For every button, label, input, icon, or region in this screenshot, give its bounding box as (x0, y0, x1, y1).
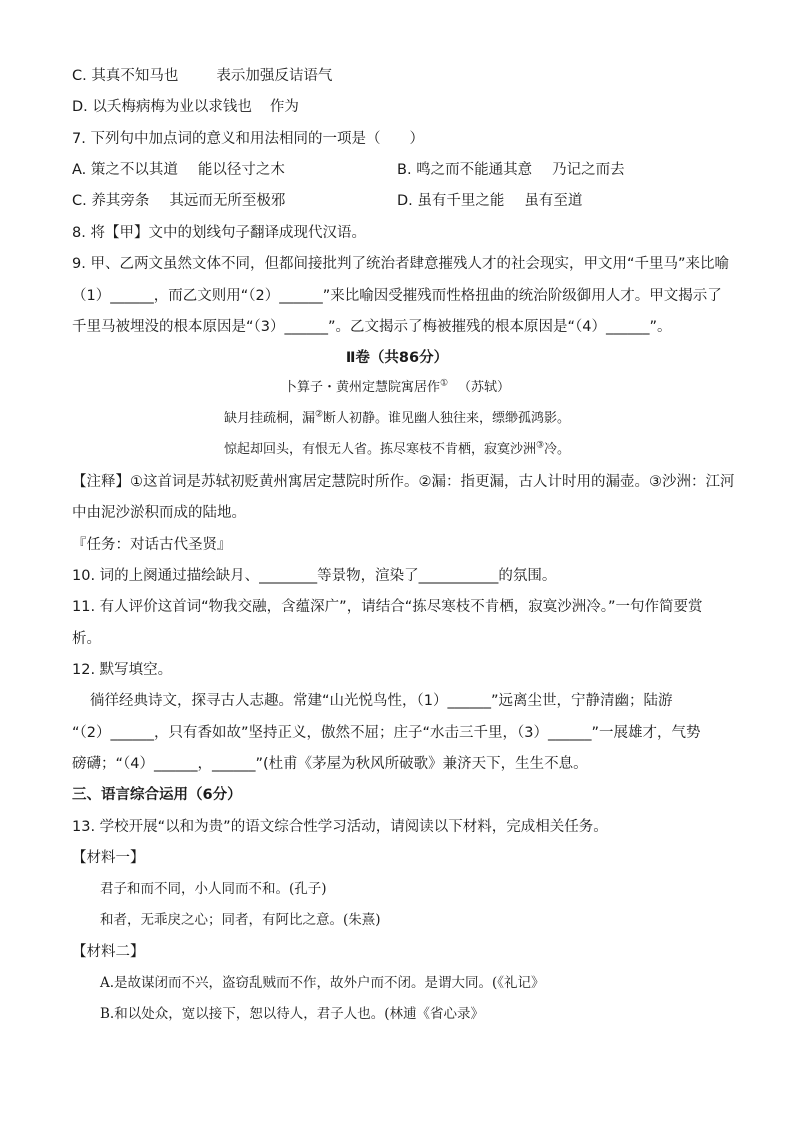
task-label: 『任务：对话古代圣贤』 (72, 537, 232, 553)
q12-line-1: 徜徉经典诗文，探寻古人志趣。常建“山光悦鸟性，（1）______”远离尘世，宁静清幽；陆游 (90, 693, 673, 709)
q11-line-1: 11. 有人评价这首词“物我交融，含蕴深广”，请结合“拣尽寒枝不肯栖，寂寞沙洲冷。”一句作简要赏 (72, 599, 703, 615)
notes-line-2: 中由泥沙淤积而成的陆地。 (72, 505, 246, 521)
q13-stem: 13. 学校开展“以和为贵”的语文综合性学习活动，请阅读以下材料，完成相关任务。 (72, 819, 608, 835)
poem-line-1-note: ② (314, 409, 324, 420)
q7-option-d-first: D. 虽有千里之能 (397, 193, 505, 209)
q7-option-c-second: 其远而无所至极邪 (169, 193, 286, 209)
q7-option-c (72, 191, 285, 211)
q11-line-2: 析。 (72, 631, 101, 647)
poem-line-1-a: 缺月挂疏桐，漏 (223, 411, 315, 426)
material-2-line-1: A.是故谋闭而不兴，盗窃乱贼而不作，故外户而不闭。是谓大同。(《礼记》 (100, 975, 545, 991)
section-2-title: Ⅱ卷（共86分） (345, 350, 449, 366)
q7-option-a (72, 160, 285, 180)
q7-option-b-second: 乃记之而去 (552, 162, 625, 178)
poem-line-1 (0, 409, 794, 429)
material-2-label: 【材料二】 (72, 944, 145, 960)
poem-title (0, 378, 794, 398)
q6-option-d-note: 作为 (269, 99, 299, 115)
q6-option-c-note: 表示加强反诘语气 (216, 68, 333, 84)
q6-option-c-text: C. 其真不知马也 (72, 68, 179, 84)
q7-option-b (397, 160, 625, 180)
q9-line-1: 9. 甲、乙两文虽然文体不同，但都间接批判了统治者肆意摧残人才的社会现实，甲文用“千里马”来比喻 (72, 256, 729, 272)
poem-author: （苏轼） (458, 380, 511, 395)
q12-line-2: “（2）______，只有香如故”坚持正义，傲然不屈；庄子“水击三千里，（3）______”一展雄才，气势 (72, 725, 701, 741)
poem-line-2-a: 惊起却回头，有恨无人省。拣尽寒枝不肯栖，寂寞沙洲 (223, 442, 536, 457)
q7-option-b-first: B. 鸣之而不能通其意 (397, 162, 533, 178)
q7-option-a-second: 能以径寸之木 (197, 162, 285, 178)
q7-option-a-first: A. 策之不以其道 (72, 162, 178, 178)
q12-line-3: 磅礴；“（4）______，______”(杜甫《茅屋为秋风所破歌》兼济天下，生生不息。 (72, 756, 588, 772)
q6-option-c (72, 66, 332, 86)
material-2-line-2: B.和以处众，宽以接下，恕以待人，君子人也。(林逋《省心录》 (100, 1006, 484, 1022)
q7-option-c-first: C. 养其旁条 (72, 193, 150, 209)
q6-option-d-text: D. 以夭梅病梅为业以求钱也 (72, 99, 252, 115)
poem-line-1-b: 断人初静。谁见幽人独往来，缥缈孤鸿影。 (323, 411, 571, 426)
material-1-line-1: 君子和而不同，小人同而不和。(孔子) (100, 881, 327, 897)
poem-line-2-b: 冷。 (544, 442, 571, 457)
q7-stem: 7. 下列句中加点词的意义和用法相同的一项是（ ） (72, 131, 424, 147)
q10-stem: 10. 词的上阕通过描绘缺月、________等景物，渲染了___________的氛围。 (72, 568, 557, 584)
q9-line-3: 千里马被埋没的根本原因是“（3）______”。乙文揭示了梅被摧残的根本原因是“（4）______”。 (72, 319, 672, 335)
q9-line-2: （1）______，而乙文则用“（2）______”来比喻因受摧残而性格扭曲的统治阶级御用人才。甲文揭示了 (72, 288, 722, 304)
q6-option-d (72, 97, 299, 117)
q7-option-d-second: 虽有至道 (524, 193, 583, 209)
poem-title-note: ① (439, 378, 449, 389)
poem-title-text: 卜算子・黄州定慧院寓居作 (283, 380, 440, 395)
q8-stem: 8. 将【甲】文中的划线句子翻译成现代汉语。 (72, 225, 366, 241)
poem-line-2-note: ③ (535, 440, 545, 451)
q7-option-d (397, 191, 582, 211)
material-1-line-2: 和者，无乖戾之心；同者，有阿比之意。(朱熹) (100, 912, 381, 928)
material-1-label: 【材料一】 (72, 850, 145, 866)
poem-line-2 (0, 440, 794, 460)
q12-stem: 12. 默写填空。 (72, 662, 173, 678)
notes-line-1: 【注释】①这首词是苏轼初贬黄州寓居定慧院时所作。②漏：指更漏，古人计时用的漏壶。③沙洲：江河 (72, 474, 735, 490)
section-3-title: 三、语言综合运用（6分） (72, 787, 242, 803)
